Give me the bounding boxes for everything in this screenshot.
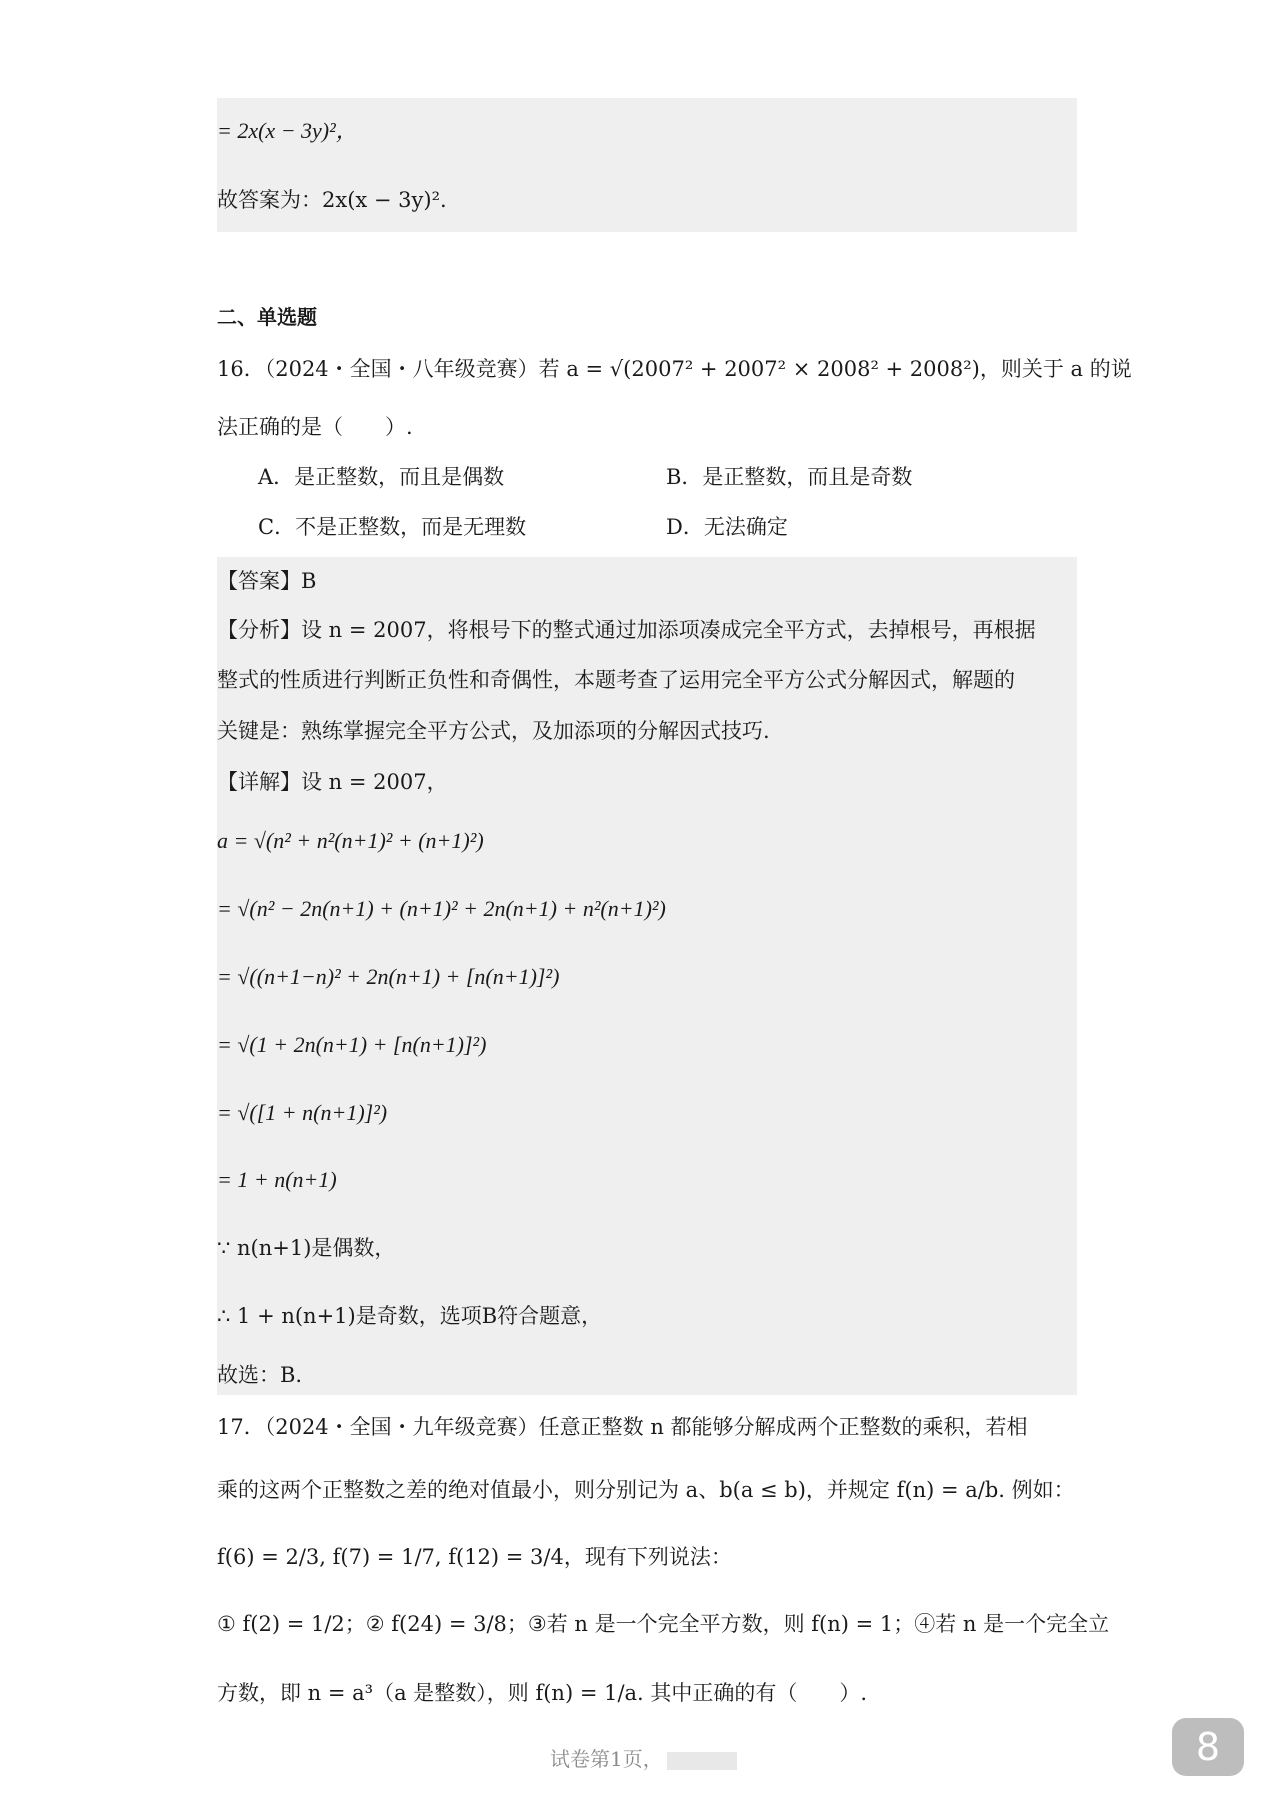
q16-step-3: = √((n+1−n)² + 2n(n+1) + [n(n+1)]²) xyxy=(217,964,560,989)
q16-option-d: D．无法确定 xyxy=(666,515,788,539)
q17-stem-line3: f(6) = 2/3, f(7) = 1/7, f(12) = 3/4，现有下列说法： xyxy=(217,1545,732,1569)
q16-step-8: ∴ 1 + n(n+1)是奇数，选项B符合题意， xyxy=(217,1304,603,1328)
q16-analysis-line1: 【分析】设 n = 2007，将根号下的整式通过加添项凑成完全平方式，去掉根号，再根据 xyxy=(217,618,1036,642)
q16-detail-head: 【详解】设 n = 2007， xyxy=(217,770,448,794)
q16-stem-line1: 16．（2024・全国・八年级竞赛）若 a = √(2007² + 2007² × 2008² + 2008²)，则关于 a 的说 xyxy=(217,357,1132,381)
q16-step-6: = 1 + n(n+1) xyxy=(217,1167,337,1192)
q16-answer: 【答案】B xyxy=(217,569,317,593)
q17-stem-line2: 乘的这两个正整数之差的绝对值最小，则分别记为 a、b(a ≤ b)，并规定 f(n) = a/b. 例如： xyxy=(217,1478,1075,1502)
q16-step-2: = √(n² − 2n(n+1) + (n+1)² + 2n(n+1) + n²(n+1)²) xyxy=(217,896,666,921)
page-footer xyxy=(550,1743,737,1772)
top-answer-line: 故答案为：2x(x − 3y)². xyxy=(217,188,447,212)
q17-stem-line1: 17．（2024・全国・九年级竞赛）任意正整数 n 都能够分解成两个正整数的乘积，若相 xyxy=(217,1415,1028,1439)
section-title: 二、单选题 xyxy=(217,305,317,329)
top-formula-line: = 2x(x − 3y)²， xyxy=(217,118,358,143)
q17-stem-line4: ① f(2) = 1/2；② f(24) = 3/8；③若 n 是一个完全平方数，则 f(n) = 1；④若 n 是一个完全立 xyxy=(217,1612,1110,1636)
q16-step-4: = √(1 + 2n(n+1) + [n(n+1)]²) xyxy=(217,1032,487,1057)
q17-stem-line5: 方数，即 n = a³（a 是整数），则 f(n) = 1/a. 其中正确的有（ ）. xyxy=(217,1681,868,1705)
page-number-badge[interactable]: 8 xyxy=(1172,1718,1244,1776)
q16-step-7: ∵ n(n+1)是偶数， xyxy=(217,1236,396,1260)
q16-option-b: B．是正整数，而且是奇数 xyxy=(666,465,913,489)
q16-analysis-line3: 关键是：熟练掌握完全平方公式，及加添项的分解因式技巧. xyxy=(217,719,770,743)
blurred-text xyxy=(667,1752,737,1770)
page-footer-text: 试卷第1页， xyxy=(550,1747,663,1771)
q16-step-5: = √([1 + n(n+1)]²) xyxy=(217,1100,388,1125)
q16-step-1: a = √(n² + n²(n+1)² + (n+1)²) xyxy=(217,828,484,853)
q16-stem-line2: 法正确的是（ ）. xyxy=(217,415,413,439)
q16-option-c: C．不是正整数，而是无理数 xyxy=(258,515,527,539)
q16-step-9: 故选：B. xyxy=(217,1363,303,1387)
q16-analysis-line2: 整式的性质进行判断正负性和奇偶性，本题考查了运用完全平方公式分解因式，解题的 xyxy=(217,668,1015,692)
q16-option-a: A．是正整数，而且是偶数 xyxy=(258,465,505,489)
